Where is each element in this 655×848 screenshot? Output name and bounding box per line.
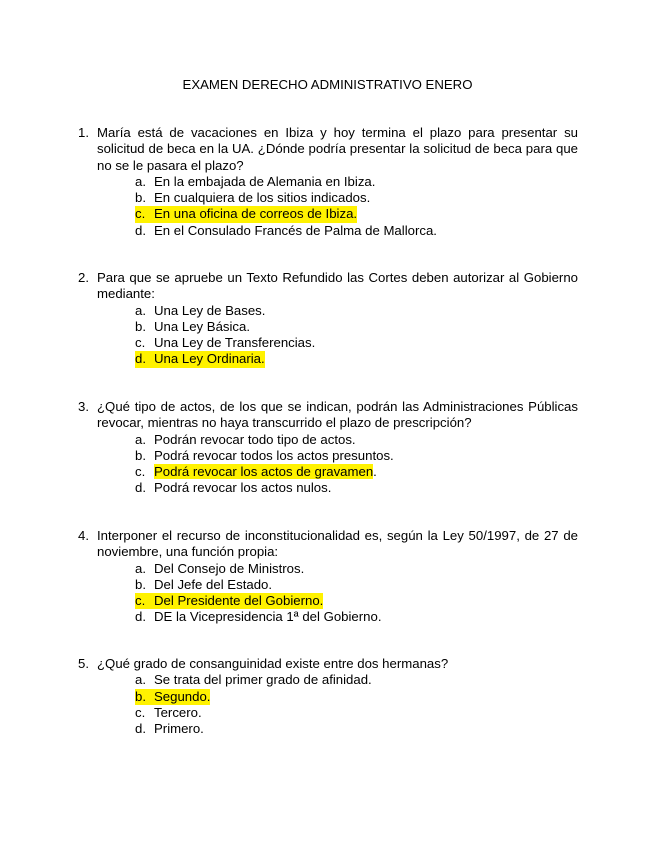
option-d-correct [135, 351, 578, 367]
option-letter: a. [135, 672, 146, 688]
option-letter: d. [135, 721, 146, 737]
question-text [97, 528, 578, 561]
question-text [97, 656, 578, 672]
option-c [135, 705, 578, 721]
option-text: Una Ley de Transferencias. [154, 335, 316, 351]
question-number: 5. [78, 656, 89, 671]
question-4 [78, 528, 578, 626]
option-letter: a. [135, 173, 146, 189]
option-text: Podrá revocar todos los actos presuntos. [154, 447, 394, 463]
option-text: En el Consulado Francés de Palma de Mallorca. [154, 222, 437, 238]
option-letter: b. [135, 318, 146, 334]
option-list [78, 303, 578, 368]
option-d [135, 609, 578, 625]
question-line: ¿Qué tipo de actos, de los que se indican, podrán las Administraciones Públicas [97, 399, 578, 414]
question-number: 2. [78, 270, 89, 285]
highlighted-answer: Segundo. [154, 688, 211, 704]
option-c [135, 335, 578, 351]
option-a [135, 672, 578, 688]
highlighted-answer: Del Presidente del Gobierno. [154, 593, 324, 609]
question-line: María está de vacaciones en Ibiza y hoy termina el plazo para presentar su solicitud [97, 125, 578, 157]
question-text [97, 399, 578, 432]
option-a [135, 303, 578, 319]
question-number: 4. [78, 528, 89, 543]
option-b-correct [135, 689, 578, 705]
option-d [135, 480, 578, 496]
question-line: pasara el plazo? [146, 157, 244, 173]
option-d [135, 223, 578, 239]
option-d [135, 721, 578, 737]
option-b [135, 577, 578, 593]
option-text: En la embajada de Alemania en Ibiza. [154, 173, 376, 189]
option-letter: c. [135, 704, 146, 720]
option-letter: a. [135, 560, 146, 576]
option-list [78, 561, 578, 626]
option-text: En cualquiera de los sitios indicados. [154, 190, 371, 206]
highlighted-answer: Podrá revocar los actos de gravamen [154, 464, 374, 480]
option-text: Del Jefe del Estado. [154, 576, 273, 592]
question-line: Interponer el recurso de inconstitucionalidad es, según la Ley 50/1997, de 27 de [97, 528, 578, 543]
option-list [78, 174, 578, 239]
question-5 [78, 656, 578, 737]
question-line: de beca en la UA. ¿Dónde podría presentar la solicitud de beca para que no se le [97, 141, 579, 173]
option-letter: b. [135, 689, 154, 705]
option-text: Podrá revocar los actos nulos. [154, 480, 332, 496]
option-text: Se trata del primer grado de afinidad. [154, 672, 372, 688]
option-letter: b. [135, 576, 146, 592]
question-line: Para que se apruebe un Texto Refundido las Cortes deben autorizar al Gobierno [97, 270, 578, 285]
option-b [135, 190, 578, 206]
option-list [78, 432, 578, 497]
highlighted-answer: Una Ley Ordinaria. [154, 351, 265, 367]
option-letter: d. [135, 480, 146, 496]
question-text [97, 125, 578, 174]
option-text: Primero. [154, 721, 204, 737]
question-3 [78, 399, 578, 497]
question-line: revocar, mientras no haya transcurrido el plazo de prescripción? [97, 415, 472, 431]
option-a [135, 432, 578, 448]
option-letter: b. [135, 190, 146, 206]
option-text: DE la Vicepresidencia 1ª del Gobierno. [154, 609, 382, 625]
option-a [135, 561, 578, 577]
option-letter: c. [135, 206, 154, 222]
option-text: Podrán revocar todo tipo de actos. [154, 431, 356, 447]
option-text: Del Consejo de Ministros. [154, 560, 305, 576]
exam-title: EXAMEN DERECHO ADMINISTRATIVO ENERO [182, 77, 473, 92]
question-1 [78, 125, 578, 239]
option-suffix: . [373, 464, 377, 480]
question-line: mediante: [97, 286, 155, 302]
option-letter: c. [135, 464, 146, 480]
option-a [135, 174, 578, 190]
option-b [135, 319, 578, 335]
question-number: 3. [78, 399, 89, 414]
option-letter: c. [135, 593, 154, 609]
option-letter: d. [135, 609, 146, 625]
question-number: 1. [78, 125, 89, 140]
option-text: Tercero. [154, 704, 202, 720]
option-letter: d. [135, 351, 154, 367]
option-letter: c. [135, 335, 146, 351]
option-list [78, 672, 578, 737]
option-c-correct [135, 593, 578, 609]
option-letter: a. [135, 431, 146, 447]
question-line: ¿Qué grado de consanguinidad existe entre dos hermanas? [97, 656, 449, 671]
option-c-correct [135, 206, 578, 222]
highlighted-answer: En una oficina de correos de Ibiza. [154, 206, 358, 222]
option-text: Una Ley Básica. [154, 318, 251, 334]
question-2 [78, 270, 578, 368]
question-text [97, 270, 578, 303]
option-c-correct [135, 464, 578, 480]
option-letter: b. [135, 447, 146, 463]
question-line: noviembre, una función propia: [97, 544, 279, 560]
option-b [135, 448, 578, 464]
option-letter: a. [135, 302, 146, 318]
option-text: Una Ley de Bases. [154, 302, 266, 318]
option-letter: d. [135, 222, 146, 238]
